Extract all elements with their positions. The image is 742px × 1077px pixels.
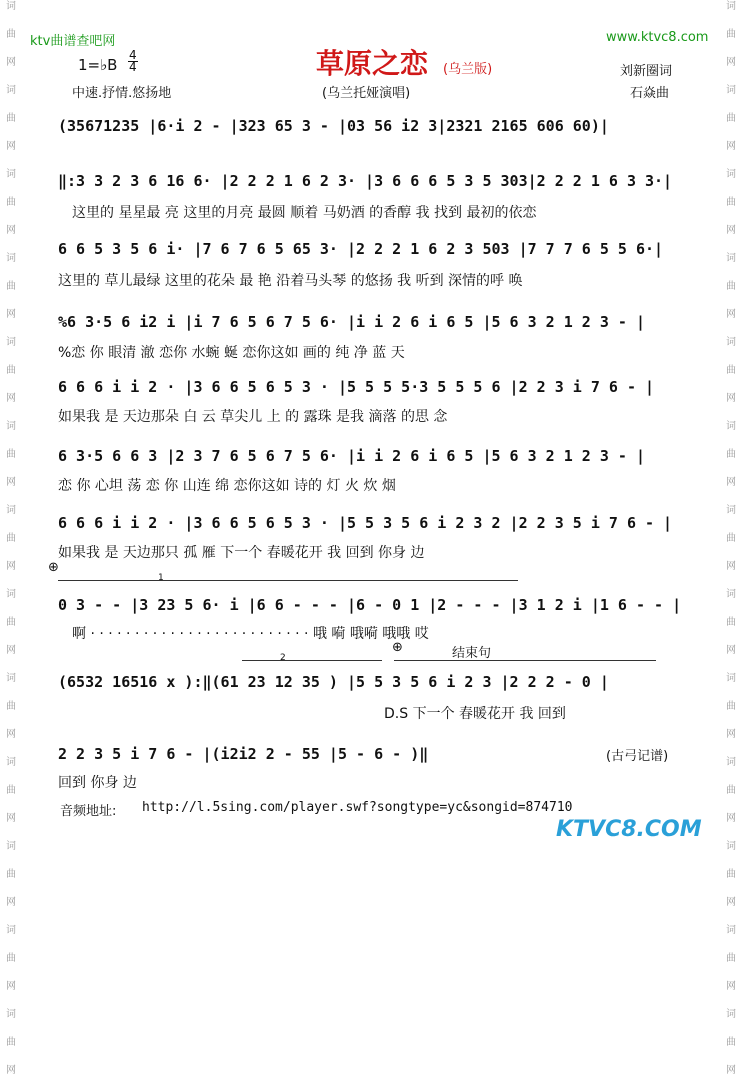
time-signature [128, 50, 138, 73]
ending-bracket [394, 660, 656, 661]
side-watermark-char: 词 [726, 673, 736, 684]
side-watermark-char: 网 [726, 981, 736, 992]
side-watermark-left [0, 0, 22, 1076]
song-version: (乌兰版) [443, 62, 493, 77]
score-row-lyrics: 如果我 是 天边那只 孤 雁 下一个 春暖花开 我 回到 你身 边 [58, 545, 425, 561]
side-watermark-char: 网 [6, 141, 16, 152]
side-watermark-char: 词 [6, 841, 16, 852]
side-watermark-char: 网 [726, 57, 736, 68]
site-watermark-logo: KTVC8.COM [556, 817, 702, 842]
side-watermark-right [720, 0, 742, 1076]
volta-1-number: 1 [158, 573, 164, 583]
side-watermark-char: 网 [6, 225, 16, 236]
score-row-notes: 2 2 3 5 i 7 6 - |(i2i2 2 - 55 |5 - 6 - )‖ [58, 745, 429, 763]
side-watermark-char: 曲 [726, 1037, 736, 1048]
side-watermark-char: 词 [6, 169, 16, 180]
score-row-lyrics: 啊 · · · · · · · · · · · · · · · · · · · · · · · · · 哦 嗬 哦嗬 哦哦 哎 [72, 626, 429, 642]
side-watermark-char: 网 [726, 309, 736, 320]
side-watermark-char: 网 [6, 309, 16, 320]
ending-label: 结束句 [452, 646, 492, 661]
score-row-notes: 6 6 5 3 5 6 i· |7 6 7 6 5 65 3· |2 2 2 1 6 2 3 503 |7 7 7 6 5 5 6·| [58, 240, 664, 258]
side-watermark-char: 曲 [6, 29, 16, 40]
side-watermark-char: 词 [6, 757, 16, 768]
side-watermark-char: 曲 [726, 953, 736, 964]
meter-top: 4 [129, 48, 137, 62]
side-watermark-char: 网 [6, 813, 16, 824]
side-watermark-char: 网 [6, 729, 16, 740]
transcriber-credit: (古弓记谱) [606, 749, 669, 764]
singer: (乌兰托娅演唱) [322, 86, 411, 101]
side-watermark-char: 词 [726, 421, 736, 432]
side-watermark-char: 网 [726, 561, 736, 572]
score-row-lyrics: 如果我 是 天边那朵 白 云 草尖儿 上 的 露珠 是我 滴落 的思 念 [58, 409, 448, 425]
side-watermark-char: 网 [726, 141, 736, 152]
side-watermark-char: 词 [6, 673, 16, 684]
tempo-mark: 中速.抒情.悠扬地 [72, 86, 172, 101]
side-watermark-char: 网 [726, 729, 736, 740]
volta-bracket-2 [242, 660, 382, 661]
score-row-lyrics: 这里的 星星最 亮 这里的月亮 最圆 顺着 马奶酒 的香醇 我 找到 最初的依恋 [72, 205, 537, 221]
side-watermark-char: 词 [726, 589, 736, 600]
score-row-notes: ‖:3 3 2 3 6 16 6· |2 2 2 1 6 2 3· |3 6 6 6 5 3 5 303|2 2 2 1 6 3 3·| [58, 172, 673, 190]
composer: 石焱曲 [630, 86, 670, 101]
meter-bottom: 4 [129, 60, 137, 74]
side-watermark-char: 曲 [726, 449, 736, 460]
side-watermark-char: 网 [726, 477, 736, 488]
score-row-lyrics: 恋 你 心坦 荡 恋 你 山连 绵 恋你这如 诗的 灯 火 炊 烟 [58, 478, 396, 494]
side-watermark-char: 曲 [726, 29, 736, 40]
side-watermark-char: 词 [726, 169, 736, 180]
side-watermark-char: 词 [726, 253, 736, 264]
side-watermark-char: 词 [726, 337, 736, 348]
score-row-notes: 0 3 - - |3 23 5 6· i |6 6 - - - |6 - 0 1 |2 - - - |3 1 2 i |1 6 - - | [58, 596, 682, 614]
site-brand-left[interactable]: ktv曲谱查吧网 [30, 34, 116, 49]
score-row-lyrics: D.S 下一个 春暖花开 我 回到 [384, 706, 566, 722]
side-watermark-char: 词 [726, 1, 736, 12]
side-watermark-char: 网 [726, 813, 736, 824]
side-watermark-char: 曲 [6, 785, 16, 796]
side-watermark-char: 曲 [726, 785, 736, 796]
side-watermark-char: 曲 [6, 953, 16, 964]
side-watermark-char: 曲 [6, 281, 16, 292]
side-watermark-char: 曲 [726, 197, 736, 208]
side-watermark-char: 曲 [6, 701, 16, 712]
volta-bracket-1 [58, 580, 518, 581]
side-watermark-char: 词 [6, 85, 16, 96]
side-watermark-char: 曲 [726, 365, 736, 376]
coda-sign-end: ⊕ [392, 640, 403, 655]
side-watermark-char: 词 [726, 925, 736, 936]
side-watermark-char: 曲 [6, 449, 16, 460]
side-watermark-char: 网 [6, 1065, 16, 1076]
side-watermark-char: 网 [6, 645, 16, 656]
score-row-notes: (6532 16516 x ):‖(61 23 12 35 ) |5 5 3 5 6 i 2 3 |2 2 2 - 0 | [58, 673, 609, 691]
volta-2-number: 2 [280, 653, 286, 663]
side-watermark-char: 词 [6, 337, 16, 348]
coda-sign: ⊕ [48, 560, 59, 575]
side-watermark-char: 网 [726, 645, 736, 656]
side-watermark-char: 词 [6, 589, 16, 600]
score-row-lyrics: %恋 你 眼清 澈 恋你 水蜿 蜒 恋你这如 画的 纯 净 蓝 天 [58, 345, 405, 361]
side-watermark-char: 词 [6, 505, 16, 516]
score-row-notes: 6 3·5 6 6 3 |2 3 7 6 5 6 7 5 6· |i i 2 6 i 6 5 |5 6 3 2 1 2 3 - | [58, 447, 645, 465]
side-watermark-char: 词 [726, 757, 736, 768]
side-watermark-char: 网 [6, 897, 16, 908]
side-watermark-char: 曲 [726, 533, 736, 544]
score-row-notes: 6 6 6 i i 2 · |3 6 6 5 6 5 3 · |5 5 5 5·3 5 5 5 6 |2 2 3 i 7 6 - | [58, 378, 655, 396]
side-watermark-char: 曲 [726, 113, 736, 124]
side-watermark-char: 词 [6, 925, 16, 936]
song-title: 草原之恋 [316, 47, 429, 80]
side-watermark-char: 网 [6, 981, 16, 992]
side-watermark-char: 曲 [6, 113, 16, 124]
score-row-notes: 6 6 6 i i 2 · |3 6 6 5 6 5 3 · |5 5 3 5 6 i 2 3 2 |2 2 3 5 i 7 6 - | [58, 514, 673, 532]
side-watermark-char: 词 [726, 1009, 736, 1020]
side-watermark-char: 曲 [6, 197, 16, 208]
side-watermark-char: 曲 [6, 365, 16, 376]
side-watermark-char: 网 [726, 1065, 736, 1076]
side-watermark-char: 网 [726, 225, 736, 236]
lyricist: 刘新圈词 [620, 64, 673, 79]
side-watermark-char: 曲 [726, 869, 736, 880]
side-watermark-char: 网 [726, 393, 736, 404]
score-row-notes: (35671235 |6·i 2 - |323 65 3 - |03 56 i2 3|2321 2165 606 60)| [58, 117, 609, 135]
audio-link[interactable]: http://l.5sing.com/player.swf?songtype=yc&songid=874710 [142, 800, 573, 815]
side-watermark-char: 词 [6, 421, 16, 432]
side-watermark-char: 曲 [6, 869, 16, 880]
side-watermark-char: 曲 [726, 701, 736, 712]
score-row-notes: %6 3·5 6 i2 i |i 7 6 5 6 7 5 6· |i i 2 6 i 6 5 |5 6 3 2 1 2 3 - | [58, 313, 645, 331]
audio-label: 音频地址: [60, 804, 117, 819]
side-watermark-char: 词 [6, 1009, 16, 1020]
side-watermark-char: 网 [726, 897, 736, 908]
side-watermark-char: 曲 [726, 281, 736, 292]
side-watermark-char: 曲 [6, 617, 16, 628]
side-watermark-char: 曲 [6, 1037, 16, 1048]
side-watermark-char: 网 [6, 57, 16, 68]
site-brand-url[interactable]: www.ktvc8.com [606, 30, 709, 45]
side-watermark-char: 词 [6, 1, 16, 12]
side-watermark-char: 网 [6, 477, 16, 488]
side-watermark-char: 曲 [6, 533, 16, 544]
score-row-lyrics: 回到 你身 边 [58, 775, 137, 791]
key-signature: 1=♭B [78, 56, 118, 74]
side-watermark-char: 网 [6, 561, 16, 572]
side-watermark-char: 词 [726, 85, 736, 96]
side-watermark-char: 曲 [726, 617, 736, 628]
side-watermark-char: 词 [726, 841, 736, 852]
side-watermark-char: 网 [6, 393, 16, 404]
score-row-lyrics: 这里的 草儿最绿 这里的花朵 最 艳 沿着马头琴 的悠扬 我 听到 深情的呼 唤 [58, 273, 523, 289]
side-watermark-char: 词 [6, 253, 16, 264]
side-watermark-char: 词 [726, 505, 736, 516]
